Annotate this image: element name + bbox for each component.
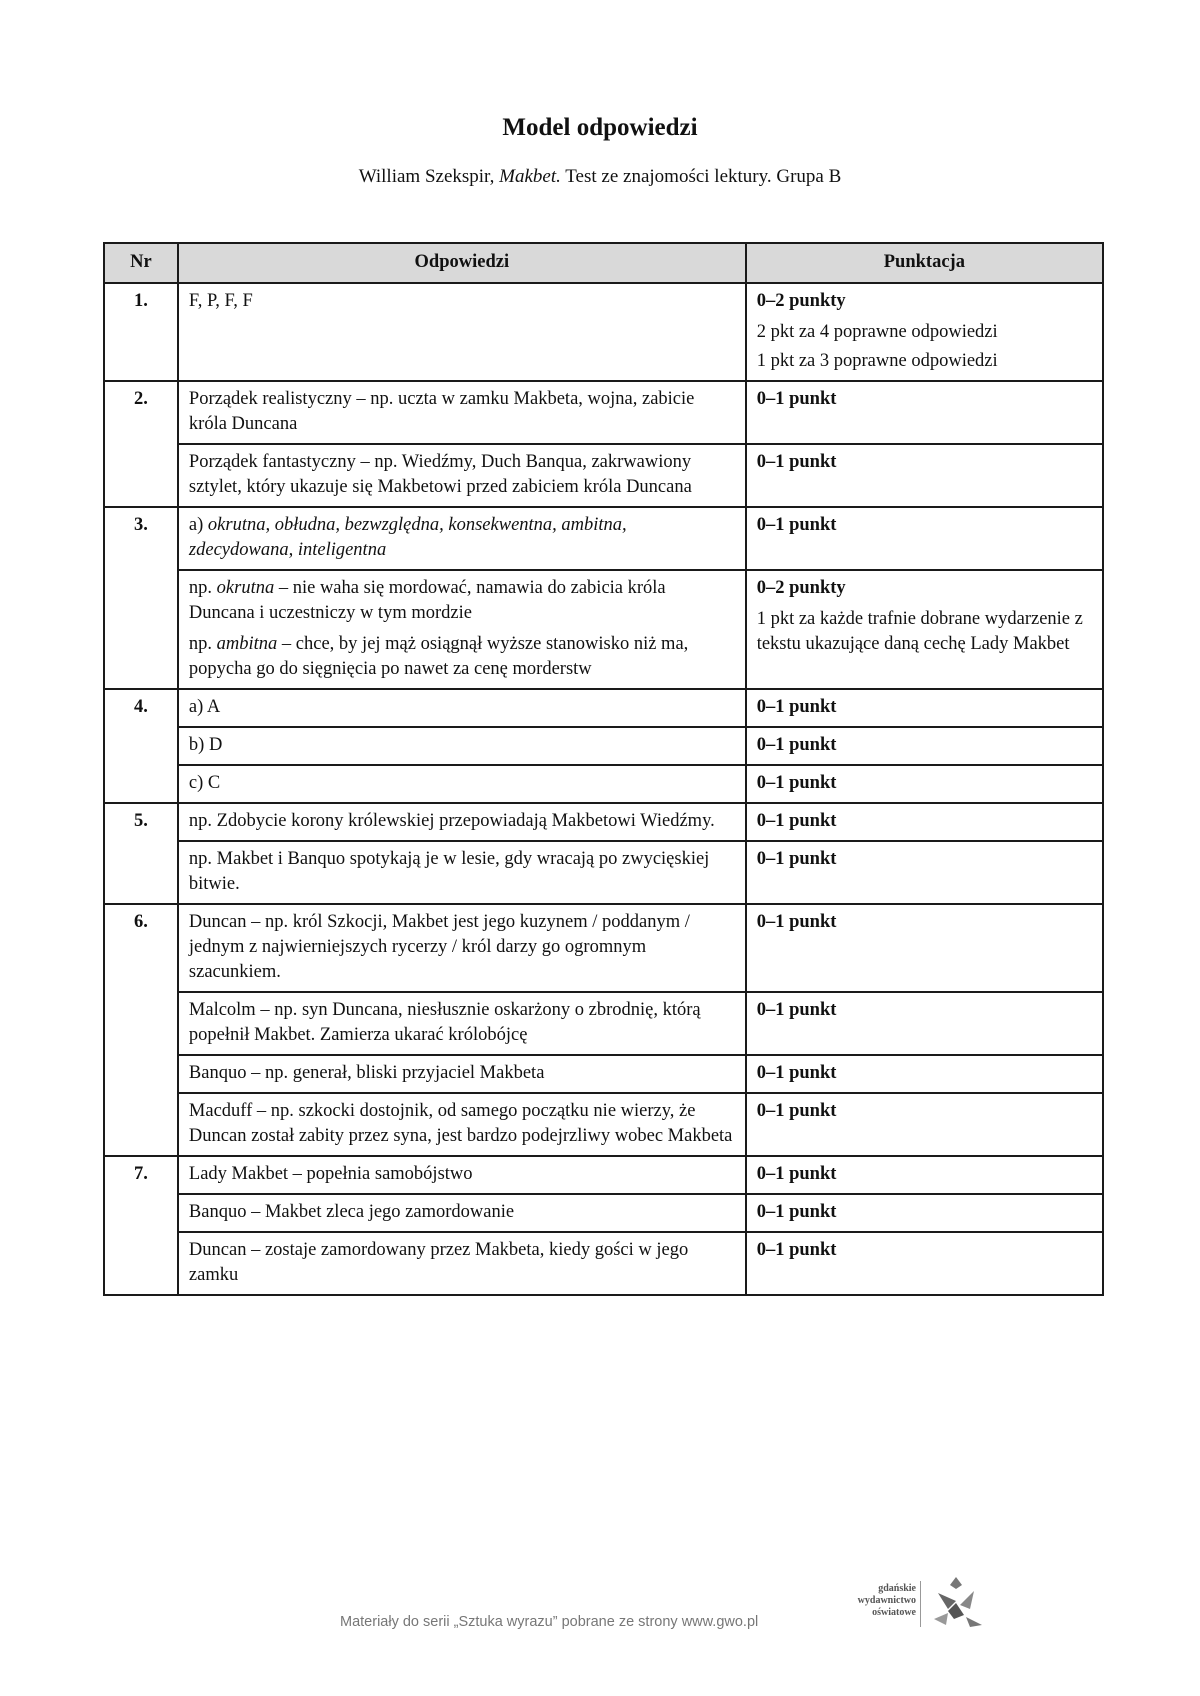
page-title: Model odpowiedzi bbox=[502, 114, 698, 141]
points-note: 1 pkt za 3 poprawne odpowiedzi bbox=[756, 351, 998, 371]
logo-line: gdańskie bbox=[878, 1583, 916, 1594]
points-cell bbox=[746, 1232, 1103, 1295]
points-value: 0–1 punkt bbox=[756, 735, 837, 755]
answer-cell: np. Makbet i Banquo spotykają je w lesie, gdy wracają po zwycięskiej bitwie. bbox=[178, 841, 746, 904]
table-row bbox=[104, 507, 1103, 570]
answer-part bbox=[189, 632, 735, 682]
points-value: 0–2 punkty bbox=[756, 578, 846, 598]
points-cell bbox=[746, 381, 1103, 444]
answer-cell: Porządek fantastyczny – np. Wiedźmy, Duch Banqua, zakrwawiony sztylet, który ukazuje się Makbetowi przed zabiciem króla Duncana bbox=[178, 444, 746, 507]
answer-prefix: np. bbox=[188, 578, 217, 598]
table-row bbox=[104, 803, 1103, 841]
answer-cell bbox=[178, 507, 746, 570]
points-value: 0–1 punkt bbox=[756, 912, 837, 932]
points-cell bbox=[746, 444, 1103, 507]
points-cell bbox=[746, 1093, 1103, 1156]
points-cell bbox=[746, 992, 1103, 1055]
answer-italic: okrutna, obłudna, bezwzględna, konsekwentna, ambitna, zdecydowana, inteligentna bbox=[188, 515, 627, 560]
points-value: 0–1 punkt bbox=[756, 1000, 837, 1020]
answer-cell: Lady Makbet – popełnia samobójstwo bbox=[178, 1156, 746, 1194]
points-cell bbox=[746, 507, 1103, 570]
table-row bbox=[104, 1194, 1103, 1232]
answer-cell: Banquo – np. generał, bliski przyjaciel Makbeta bbox=[178, 1055, 746, 1093]
answer-text: – chce, by jej mąż osiągnął wyższe stanowisko niż ma, popycha go do sięgnięcia po nawet za cenę morderstw bbox=[188, 634, 689, 679]
points-value: 0–1 punkt bbox=[756, 389, 837, 409]
points-value: 0–1 punkt bbox=[756, 849, 837, 869]
points-cell bbox=[746, 689, 1103, 727]
points-cell bbox=[746, 803, 1103, 841]
points-note: 2 pkt za 4 poprawne odpowiedzi bbox=[756, 322, 998, 342]
question-number: 5. bbox=[104, 803, 178, 904]
answer-cell: F, P, F, F bbox=[178, 283, 746, 381]
header-nr: Nr bbox=[104, 243, 178, 283]
answer-prefix: a) bbox=[188, 515, 208, 535]
points-cell bbox=[746, 1055, 1103, 1093]
page-subtitle bbox=[0, 166, 1200, 188]
answer-cell: np. Zdobycie korony królewskiej przepowiadają Makbetowi Wiedźmy. bbox=[178, 803, 746, 841]
points-cell bbox=[746, 904, 1103, 992]
table-row bbox=[104, 689, 1103, 727]
points-cell bbox=[746, 727, 1103, 765]
table-row bbox=[104, 1055, 1103, 1093]
table-row bbox=[104, 1232, 1103, 1295]
logo-line: wydawnictwo bbox=[857, 1595, 916, 1606]
question-number: 3. bbox=[104, 507, 178, 689]
table-row bbox=[104, 841, 1103, 904]
answer-cell: b) D bbox=[178, 727, 746, 765]
table-row bbox=[104, 904, 1103, 992]
question-number: 6. bbox=[104, 904, 178, 1156]
logo-wordmark bbox=[858, 1583, 916, 1619]
question-number: 2. bbox=[104, 381, 178, 507]
answer-prefix: np. bbox=[188, 634, 217, 654]
table-row bbox=[104, 381, 1103, 444]
points-value: 0–1 punkt bbox=[756, 1101, 837, 1121]
points-value: 0–2 punkty bbox=[756, 291, 846, 311]
answer-key-table bbox=[103, 242, 1104, 1296]
question-number: 1. bbox=[104, 283, 178, 381]
points-value: 0–1 punkt bbox=[756, 773, 837, 793]
answer-part bbox=[189, 576, 735, 626]
table-row bbox=[104, 1093, 1103, 1156]
logo-line: oświatowe bbox=[872, 1607, 916, 1618]
points-cell bbox=[746, 283, 1103, 381]
answer-cell: Banquo – Makbet zleca jego zamordowanie bbox=[178, 1194, 746, 1232]
subtitle-work-title: Makbet. bbox=[499, 166, 561, 187]
question-number: 4. bbox=[104, 689, 178, 803]
answer-text: – nie waha się mordować, namawia do zabicia króla Duncana i uczestniczy w tym mordzie bbox=[188, 578, 666, 623]
answer-cell: c) C bbox=[178, 765, 746, 803]
answer-italic: ambitna bbox=[216, 634, 278, 654]
answer-cell: Duncan – np. król Szkocji, Makbet jest jego kuzynem / poddanym / jednym z najwierniejszych rycerzy / król darzy go ogromnym szacunkiem. bbox=[178, 904, 746, 992]
table-row bbox=[104, 992, 1103, 1055]
subtitle-suffix: Test ze znajomości lektury. Grupa B bbox=[560, 166, 842, 187]
points-cell bbox=[746, 1156, 1103, 1194]
points-cell bbox=[746, 570, 1103, 689]
points-value: 0–1 punkt bbox=[756, 515, 837, 535]
table-row bbox=[104, 444, 1103, 507]
points-value: 0–1 punkt bbox=[756, 697, 837, 717]
answer-cell: Duncan – zostaje zamordowany przez Makbeta, kiedy gości w jego zamku bbox=[178, 1232, 746, 1295]
points-value: 0–1 punkt bbox=[756, 1202, 837, 1222]
question-number: 7. bbox=[104, 1156, 178, 1295]
header-answers: Odpowiedzi bbox=[178, 243, 746, 283]
points-note: 1 pkt za każde trafnie dobrane wydarzenie z tekstu ukazujące daną cechę Lady Makbet bbox=[756, 609, 1083, 654]
points-cell bbox=[746, 765, 1103, 803]
points-cell bbox=[746, 1194, 1103, 1232]
answer-italic: okrutna bbox=[216, 578, 275, 598]
points-value: 0–1 punkt bbox=[756, 1063, 837, 1083]
logo-mark-icon bbox=[926, 1575, 986, 1635]
table-row bbox=[104, 727, 1103, 765]
points-value: 0–1 punkt bbox=[756, 1164, 837, 1184]
points-cell bbox=[746, 841, 1103, 904]
publisher-logo bbox=[836, 1575, 986, 1645]
table-header-row bbox=[104, 243, 1103, 283]
points-value: 0–1 punkt bbox=[756, 452, 837, 472]
answer-cell: Porządek realistyczny – np. uczta w zamku Makbeta, wojna, zabicie króla Duncana bbox=[178, 381, 746, 444]
answer-cell: Malcolm – np. syn Duncana, niesłusznie oskarżony o zbrodnię, którą popełnił Makbet. Zamierza ukarać królobójcę bbox=[178, 992, 746, 1055]
table-row bbox=[104, 570, 1103, 689]
table-row bbox=[104, 1156, 1103, 1194]
logo-separator bbox=[920, 1581, 921, 1627]
answer-cell: Macduff – np. szkocki dostojnik, od samego początku nie wierzy, że Duncan został zabity przez syna, jest bardzo podejrzliwy wobec Makbeta bbox=[178, 1093, 746, 1156]
header-points: Punktacja bbox=[746, 243, 1103, 283]
table-row bbox=[104, 283, 1103, 381]
points-value: 0–1 punkt bbox=[756, 1240, 837, 1260]
answer-cell bbox=[178, 570, 746, 689]
table-row bbox=[104, 765, 1103, 803]
subtitle-prefix: William Szekspir, bbox=[358, 166, 500, 187]
points-value: 0–1 punkt bbox=[756, 811, 837, 831]
answer-cell: a) A bbox=[178, 689, 746, 727]
footer-source-text: Materiały do serii „Sztuka wyrazu” pobrane ze strony www.gwo.pl bbox=[340, 1614, 759, 1630]
